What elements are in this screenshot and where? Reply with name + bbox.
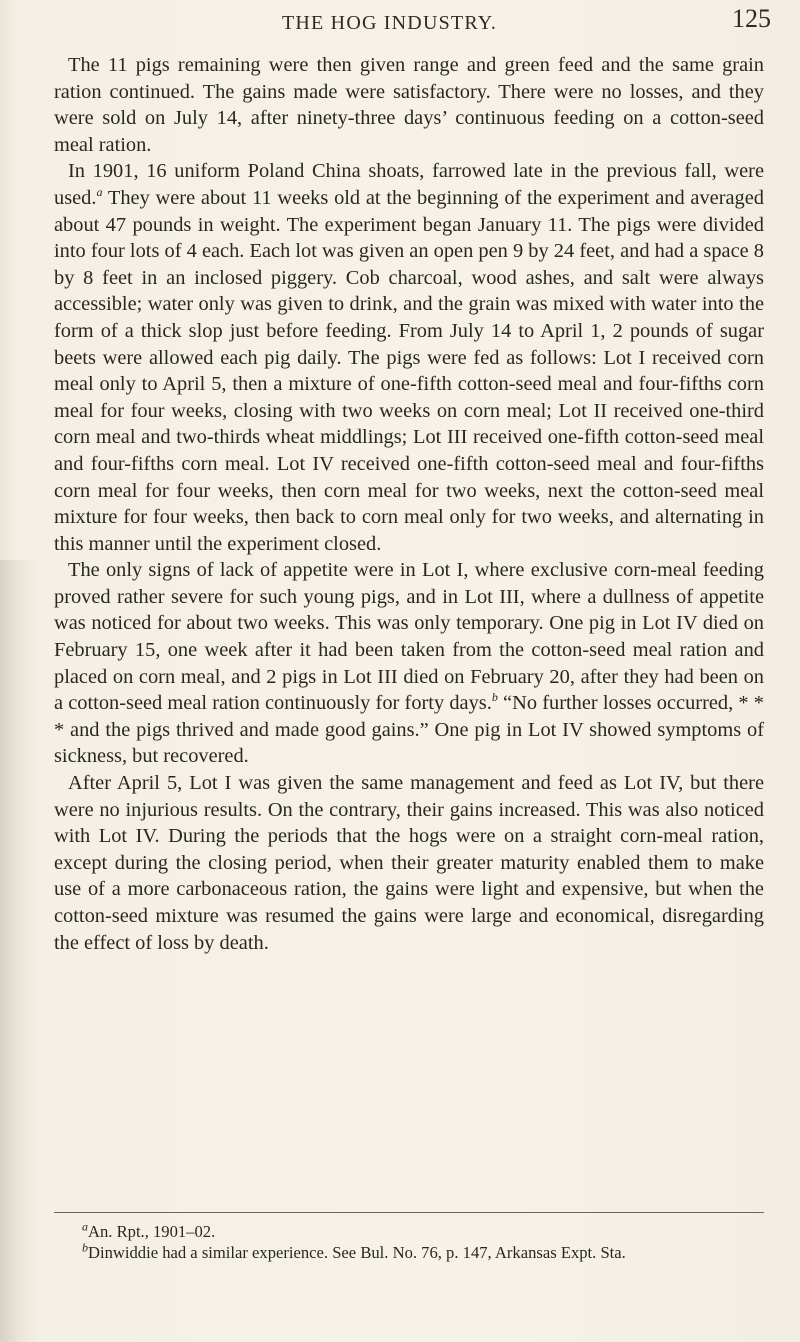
paragraph-4-text: After April 5, Lot I was given the same management and feed as Lot IV, but there were no injurious results. On the contrary, their gains increased. This was also noticed with Lot IV. During the periods that the hogs were on a straight corn-meal ration, except during the closing period, when their greater maturity enabled them to make use of a more carbonaceous ration, the gains were light and expensive, but when the cotton-seed mixture was resumed the gains were large and economical, disregarding the effect of loss by death. bbox=[54, 772, 764, 954]
footnote-b-text: Dinwiddie had a similar experience. See Bul. No. 76, p. 147, Arkansas Expt. Sta. bbox=[88, 1243, 626, 1262]
running-head bbox=[0, 4, 800, 44]
paragraph-4 bbox=[54, 770, 764, 956]
footnote-ref-a[interactable]: a bbox=[96, 185, 103, 200]
paragraph-2-text-b: They were about 11 weeks old at the beginning of the experiment and averaged about 47 pounds in weight. The experiment began January 11. The pigs were divided into four lots of 4 each. Each lot was given an open pen 9 by 24 feet, and had a space 8 by 8 feet in an inclosed piggery. Cob charcoal, wood ashes, and salt were always accessible; water only was given to drink, and the grain was mixed with water into the form of a thick slop just before feeding. From July 14 to April 1, 2 pounds of sugar beets were allowed each pig daily. The pigs were fed as follows: Lot I received corn meal only to April 5, then a mixture of one-fifth cotton-seed meal and four-fifths corn meal for four weeks, closing with two weeks on corn meal; Lot II received one-third corn meal and two-thirds wheat middlings; Lot III received one-fifth cotton-seed meal and four-fifths corn meal. Lot IV received one-fifth cotton-seed meal and four-fifths corn meal for four weeks, then corn meal for two weeks, next the cotton-seed meal mixture for four weeks, then back to corn meal only for two weeks, and alternating in this manner until the experiment closed. bbox=[54, 186, 764, 555]
footnote-ref-b[interactable]: b bbox=[491, 690, 498, 705]
paragraph-2 bbox=[54, 158, 764, 557]
body-text bbox=[54, 52, 764, 956]
paragraph-3-text-b: “No further losses occurred, * * * and the pigs thrived and made good gains.” One pig in Lot IV showed symptoms of sickness, but recovered. bbox=[54, 692, 764, 768]
paragraph-3 bbox=[54, 557, 764, 770]
paragraph-3-text-a: The only signs of lack of appetite were in Lot I, where exclusive corn-meal feeding proved rather severe for such young pigs, and in Lot III, where a dullness of appetite was noticed for about two weeks. This was only temporary. One pig in Lot IV died on February 15, one week after it had been taken from the cotton-seed meal ration and placed on corn meal, and 2 pigs in Lot III died on February 20, after they had been on a cotton-seed meal ration continuously for forty days. bbox=[54, 559, 764, 715]
paragraph-2-text-a: In 1901, 16 uniform Poland China shoats, farrowed late in the previous fall, were used. bbox=[54, 160, 764, 209]
footnote-a bbox=[54, 1221, 764, 1242]
page-number: 125 bbox=[732, 4, 771, 33]
page-binding-edge bbox=[0, 560, 40, 1342]
footnote-a-mark: a bbox=[82, 1219, 88, 1234]
paragraph-1-text: The 11 pigs remaining were then given range and green feed and the same grain ration continued. The gains made were satisfactory. There were no losses, and they were sold on July 14, after ninety-three days’ continuous feeding on a cotton-seed meal ration. bbox=[54, 54, 764, 156]
footnote-b-mark: b bbox=[82, 1240, 88, 1255]
footnotes bbox=[54, 1212, 764, 1263]
footnote-a-text: An. Rpt., 1901–02. bbox=[88, 1222, 216, 1241]
paragraph-1 bbox=[54, 52, 764, 158]
footnote-b bbox=[54, 1242, 764, 1263]
running-title: THE HOG INDUSTRY. bbox=[282, 12, 498, 34]
